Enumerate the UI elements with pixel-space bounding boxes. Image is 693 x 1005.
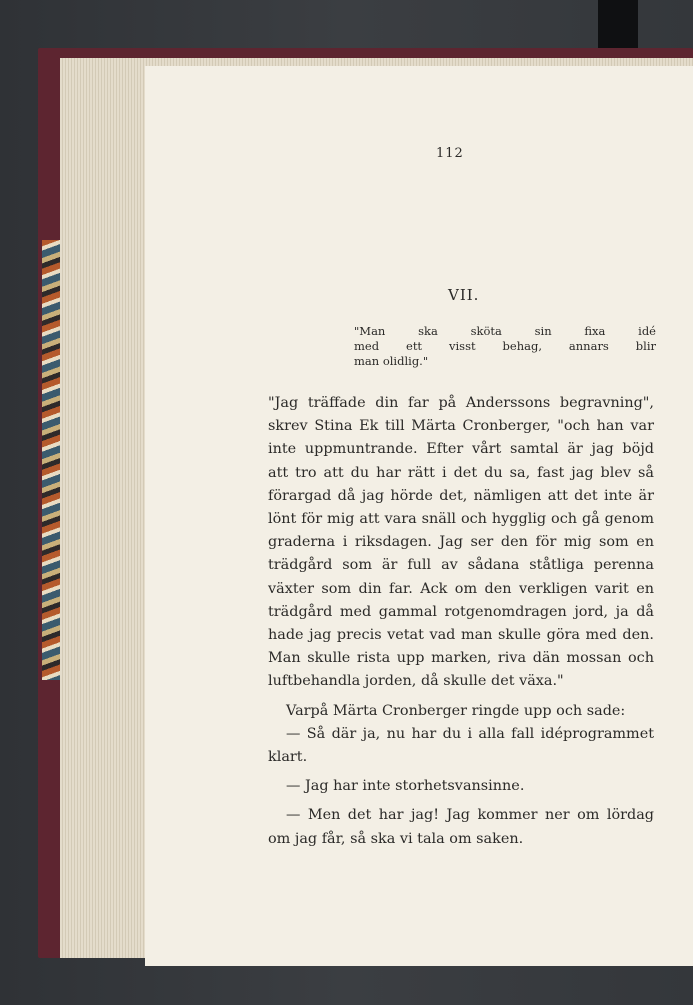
text-line: inte uppmuntrande. Efter vårt samtal är jag böjd xyxy=(268,441,654,458)
text-line: klart. xyxy=(268,749,308,766)
text-line: förargad då jag hörde det, nämligen att det inte är xyxy=(268,487,654,504)
epigraph-line: "Man ska sköta sin fixa idé xyxy=(354,324,656,338)
text-line: Varpå Märta Cronberger ringde upp och sade: xyxy=(286,702,626,719)
text-line: trädgård som är full av sådana ståtliga perenna xyxy=(268,557,654,574)
text-line: — Men det har jag! Jag kommer ner om lördag xyxy=(286,807,654,824)
epigraph-line: man olidlig." xyxy=(354,354,429,368)
text-line: om jag får, så ska vi tala om saken. xyxy=(268,830,524,847)
text-line: trädgård med gammal rotgenomdragen jord, ja då xyxy=(268,603,654,620)
text-line: hade jag precis vetat vad man skulle göra med den. xyxy=(268,627,654,644)
text-line: att tro att du har rätt i det du sa, fast jag blev så xyxy=(268,464,654,481)
epigraph xyxy=(354,324,656,369)
text-line: graderna i riksdagen. Jag ser den för mig som en xyxy=(268,534,654,551)
epigraph-line: med ett visst behag, annars blir xyxy=(354,339,656,353)
page-number: 112 xyxy=(436,146,464,161)
text-line: växter som din far. Ack om den verkligen varit en xyxy=(268,580,654,597)
body-text xyxy=(268,392,654,851)
text-line: skrev Stina Ek till Märta Cronberger, "och han var xyxy=(268,418,654,435)
chapter-title: VII. xyxy=(448,286,480,304)
text-line: Man skulle rista upp marken, riva dän mossan och xyxy=(268,650,654,667)
text-line: lönt för mig att vara snäll och hygglig och gå genom xyxy=(268,511,654,528)
text-line: "Jag träffade din far på Anderssons begravning", xyxy=(268,395,654,411)
text-line: — Så där ja, nu har du i alla fall idéprogrammet xyxy=(286,725,654,742)
text-line: luftbehandla jorden, då skulle det växa." xyxy=(268,673,564,690)
text-line: — Jag har inte storhetsvansinne. xyxy=(286,778,525,795)
